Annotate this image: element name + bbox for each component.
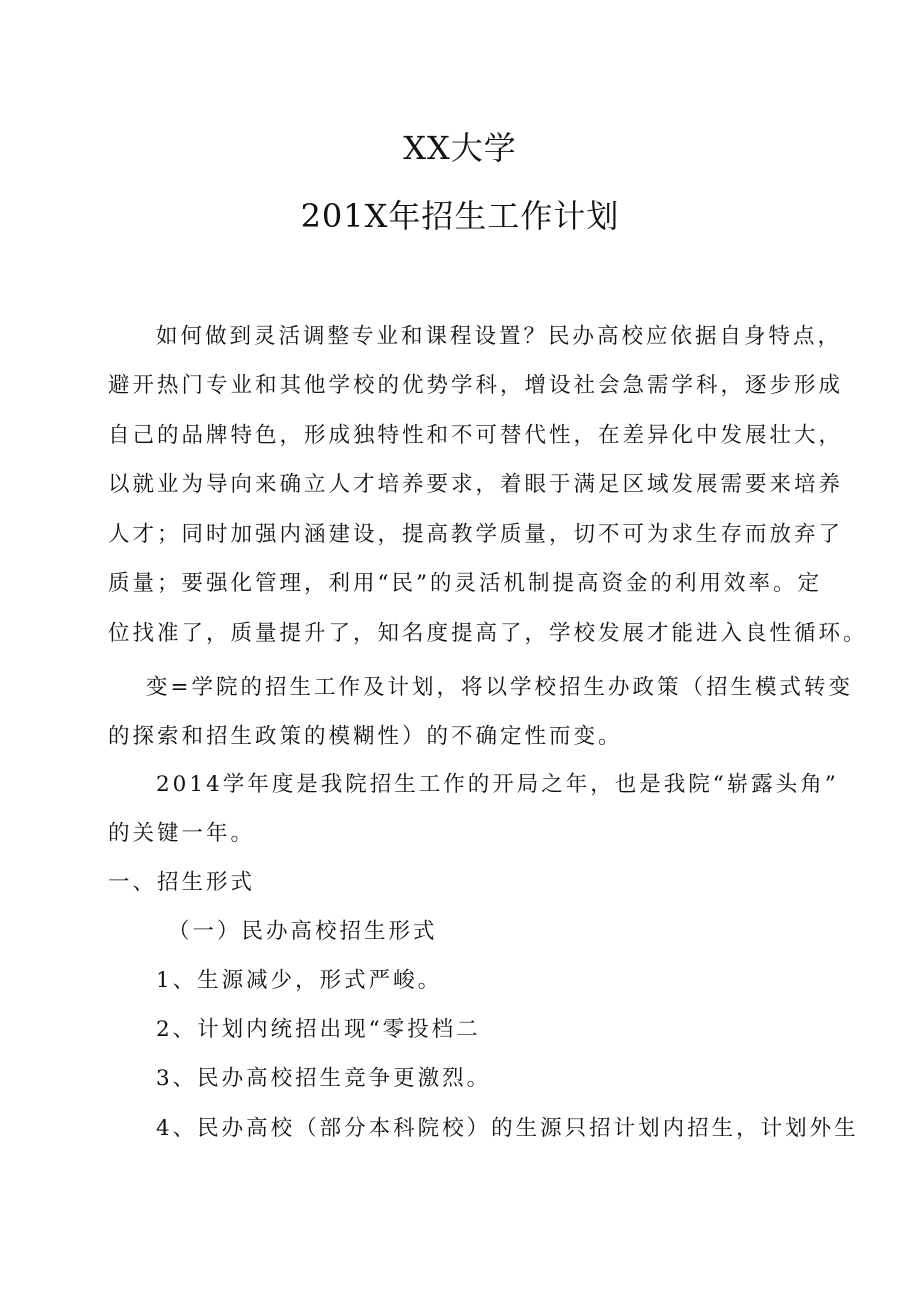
list-item: 4、民办高校（部分本科院校）的生源只招计划内招生，计划外生: [156, 1116, 859, 1141]
list-item: 1、生源减少，形式严峻。: [156, 968, 443, 993]
paragraph-1-line-1: 如何做到灵活调整专业和课程设置？民办高校应依据自身特点，: [156, 324, 843, 349]
section-heading: 一、招生形式: [108, 870, 256, 895]
paragraph-3-line-2: 的关键一年。: [108, 821, 256, 846]
document-title-school: XX大学: [403, 129, 517, 167]
subsection-heading: （一）民办高校招生形式: [168, 919, 438, 944]
paragraph-1-line-2: 避开热门专业和其他学校的优势学科，增设社会急需学科，逐步形成: [108, 373, 844, 398]
paragraph-1-line-4: 以就业为导向来确立人才培养要求，着眼于满足区域发展需要来培养: [108, 472, 844, 497]
document-title-plan: 201X年招生工作计划: [300, 197, 620, 235]
list-item: 3、民办高校招生竞争更激烈。: [156, 1066, 492, 1091]
paragraph-1-line-6: 质量；要强化管理，利用“民”的灵活机制提高资金的利用效率。定: [108, 571, 822, 596]
list-item: 2、计划内统招出现“零投档二: [156, 1017, 481, 1042]
paragraph-2-line-1: 变=学院的招生工作及计划，将以学校招生办政策（招生模式转变: [146, 675, 854, 700]
paragraph-1-line-5: 人才；同时加强内涵建设，提高教学质量，切不可为求生存而放弃了: [108, 522, 844, 547]
paragraph-3-line-1: 2014学年度是我院招生工作的开局之年，也是我院“崭露头角”: [156, 772, 839, 797]
paragraph-1-line-7: 位找准了，质量提升了，知名度提高了，学校发展才能进入良性循环。: [108, 621, 868, 646]
paragraph-1-line-3: 自己的品牌特色，形成独特性和不可替代性，在差异化中发展壮大，: [108, 423, 844, 448]
paragraph-2-line-2: 的探索和招生政策的模糊性）的不确定性而变。: [108, 724, 623, 749]
